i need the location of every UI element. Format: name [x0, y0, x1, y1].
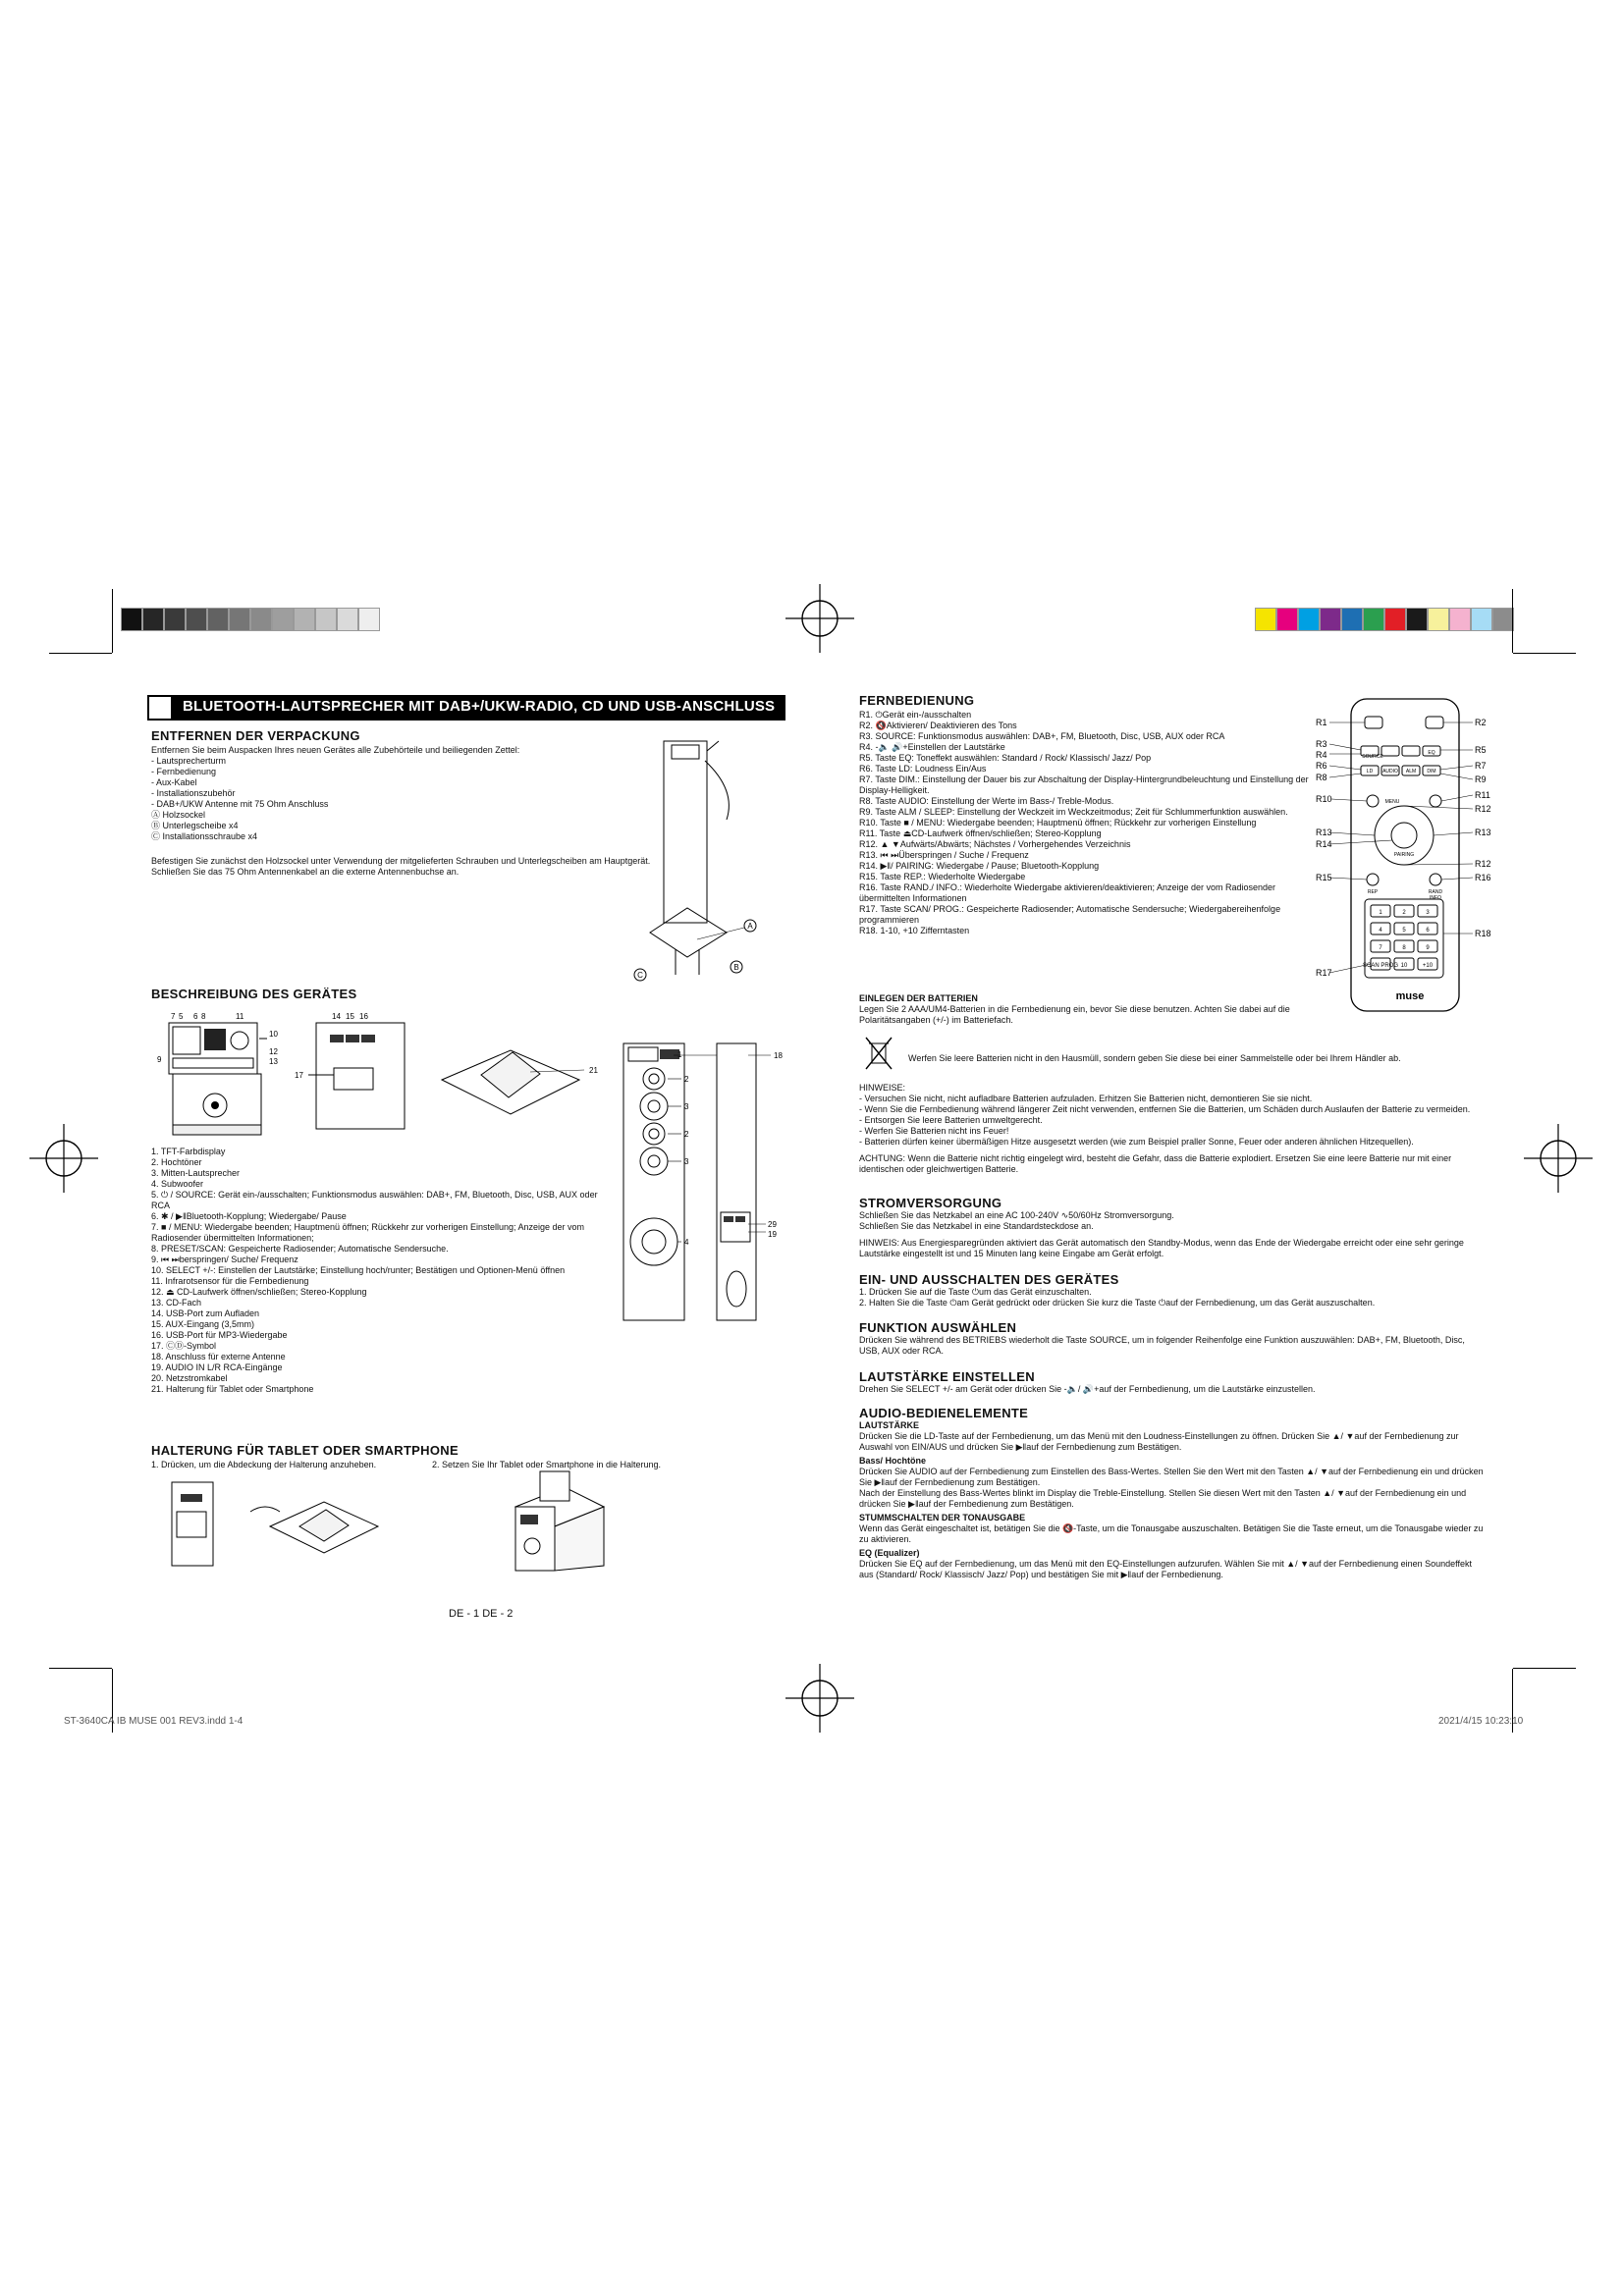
description-item-6: 7. ■ / MENU: Wiedergabe beenden; Hauptmenü öffnen; Rückkehr zur vorherigen Einstellung; Anzeige der vom Radiosender übermittelten Informationen; [151, 1222, 585, 1243]
key-7: 7 [1379, 945, 1382, 951]
hint-item-1: - Wenn Sie die Fernbedienung während längerer Zeit nicht verwenden, entfernen Sie die Batterien, um Schäden durch Auslaufen der Batterie zu vermeiden. [859, 1104, 1471, 1114]
color-swatch-4 [1341, 608, 1363, 631]
remote-label-right-3: R9 [1475, 774, 1487, 784]
btn-ld: LD [1366, 769, 1374, 774]
key-1: 1 [1379, 910, 1382, 916]
description-item-11: 12. ⏏ CD-Laufwerk öffnen/schließen; Stereo-Kopplung [151, 1287, 367, 1297]
description-item-3: 4. Subwoofer [151, 1179, 204, 1189]
unpack-item-7: Ⓒ Installationsschraube x4 [151, 831, 258, 841]
remote-item-8: R9. Taste ALM / SLEEP: Einstellung der Weckzeit im Weckzeitmodus; Zeit für Schlummerfunktion auswählen. [859, 807, 1288, 817]
remote-item-11: R12. ▲ ▼Aufwärts/Abwärts; Nächstes / Vorhergehendes Verzeichnis [859, 839, 1131, 849]
btn-menu: MENU [1384, 799, 1400, 805]
remote-label-left-9: R17 [1316, 968, 1332, 978]
remote-label-left-3: R6 [1316, 761, 1327, 771]
audio-sub-eq: EQ (Equalizer) [859, 1548, 920, 1558]
key-scan-prog: SCAN PROG [1362, 963, 1399, 969]
key-5: 5 [1402, 928, 1406, 934]
callout-10: 10 [269, 1030, 278, 1039]
gray-swatch-5 [229, 608, 250, 631]
remote-item-13: R14. ▶‖/ PAIRING: Wiedergabe / Pause; Bluetooth-Kopplung [859, 861, 1100, 871]
grayscale-calibration-bar [121, 608, 380, 631]
remote-list [859, 710, 1311, 936]
page-title: BLUETOOTH-LAUTSPRECHER MIT DAB+/UKW-RADIO, CD UND USB-ANSCHLUSS [183, 698, 776, 715]
description-heading: BESCHREIBUNG DES GERÄTES [151, 987, 357, 1001]
callout-tower-2a: 2 [684, 1075, 689, 1084]
remote-item-14: R15. Taste REP.: Wiederholte Wiedergabe [859, 872, 1026, 881]
unpack-intro: Entfernen Sie beim Auspacken Ihres neuen Gerätes alle Zubehörteile und beiliegenden Zettel: [151, 745, 520, 755]
disposal-text: Werfen Sie leere Batterien nicht in den Hausmüll, sondern geben Sie diese bei einer Sammelstelle oder bei Ihrem Händler ab. [908, 1053, 1401, 1063]
callout-base-b: B [733, 963, 739, 972]
description-item-10: 11. Infrarotsensor für die Fernbedienung [151, 1276, 309, 1286]
color-swatch-3 [1320, 608, 1341, 631]
color-swatch-9 [1449, 608, 1471, 631]
audio-text-eq: Drücken Sie EQ auf der Fernbedienung, um das Menü mit den EQ-Einstellungen aufzurufen. Wählen Sie mit ▲/ ▼auf der Fernbedienung einen Soundeffekt aus (Standard/ Rock/ Klassisch/ Jazz/ Pop) und bestätigen Sie mit ▶‖auf der Fernbedienung. [859, 1559, 1473, 1579]
remote-label-left-7: R14 [1316, 839, 1332, 849]
remote-item-2: R3. SOURCE: Funktionsmodus auswählen: DAB+, FM, Bluetooth, Disc, USB, AUX oder RCA [859, 731, 1225, 741]
description-item-12: 13. CD-Fach [151, 1298, 202, 1308]
remote-label-right-8: R16 [1475, 873, 1491, 882]
callout-5: 5 [179, 1012, 184, 1021]
remote-control-figure [1316, 693, 1492, 1027]
color-swatch-2 [1298, 608, 1320, 631]
unpack-item-6: Ⓑ Unterlegscheibe x4 [151, 821, 239, 830]
description-item-1: 2. Hochtöner [151, 1157, 202, 1167]
key-9: 9 [1426, 945, 1430, 951]
key-6: 6 [1426, 928, 1430, 934]
hints-list [859, 1094, 1488, 1148]
color-swatch-0 [1255, 608, 1276, 631]
unpack-list [151, 756, 642, 842]
callout-17: 17 [295, 1071, 303, 1080]
callout-base-a: A [747, 922, 753, 931]
btn-rand: RAND [1428, 889, 1443, 895]
remote-label-right-1: R5 [1475, 745, 1487, 755]
audio-text-treble: Nach der Einstellung des Bass-Wertes blinkt im Display die Treble-Einstellung. Stellen Sie diesen Wert mit den Tasten ▲/ ▼auf der Fernbedienung ein und drücken Sie ▶‖auf der Fernbedienung zum Bestätigen. [859, 1488, 1467, 1509]
hint-item-2: - Entsorgen Sie leere Batterien umweltgerecht. [859, 1115, 1043, 1125]
hint-item-3: - Werfen Sie Batterien nicht ins Feuer! [859, 1126, 1009, 1136]
gray-swatch-0 [121, 608, 142, 631]
print-footer-left: ST-3640CA IB MUSE 001 REV3.indd 1-4 [64, 1716, 244, 1727]
remote-label-right-6: R13 [1475, 828, 1491, 837]
btn-info: INFO [1430, 895, 1441, 901]
holder-figure-1 [167, 1472, 393, 1571]
remote-label-left-8: R15 [1316, 873, 1332, 882]
remote-item-17: R18. 1-10, +10 Zifferntasten [859, 926, 970, 935]
remote-item-5: R6. Taste LD: Loudness Ein/Aus [859, 764, 987, 774]
description-list [151, 1147, 603, 1395]
unpack-item-5: Ⓐ Holzsockel [151, 810, 206, 820]
color-swatch-8 [1428, 608, 1449, 631]
description-item-16: 17. ⒸⒹ-Symbol [151, 1341, 217, 1351]
color-swatch-11 [1492, 608, 1514, 631]
btn-pairing: PAIRING [1393, 852, 1415, 858]
audio-heading: AUDIO-BEDIENELEMENTE [859, 1406, 1029, 1420]
holder-step-2: 2. Setzen Sie Ihr Tablet oder Smartphone in die Halterung. [432, 1460, 661, 1469]
remote-item-15: R16. Taste RAND./ INFO.: Wiederholte Wiedergabe aktivieren/deaktivieren; Anzeige der vom Radiosender übermittelten Informationen [859, 882, 1276, 903]
registration-mark-top-center [785, 584, 854, 653]
callout-16: 16 [359, 1012, 368, 1021]
remote-label-left-1: R3 [1316, 739, 1327, 749]
remote-item-9: R10. Taste ■ / MENU: Wiedergabe beenden; Hauptmenü öffnen; Rückkehr zur vorherigen Einstellung [859, 818, 1257, 828]
holder-section [151, 1443, 780, 1469]
audio-sub-mute: STUMMSCHALTEN DER TONAUSGABE [859, 1513, 1026, 1522]
description-item-14: 15. AUX-Eingang (3,5mm) [151, 1319, 255, 1329]
description-item-17: 18. Anschluss für externe Antenne [151, 1352, 286, 1362]
color-swatch-5 [1363, 608, 1384, 631]
power-line-1: Schließen Sie das Netzkabel an eine AC 100-240V ∿50/60Hz Stromversorgung. [859, 1210, 1174, 1220]
registration-mark-left [29, 1124, 98, 1193]
batteries-section [859, 993, 1311, 1026]
hints-section [859, 1083, 1488, 1175]
description-item-8: 9. ⏮ ⏭berspringen/ Suche/ Frequenz [151, 1255, 298, 1264]
remote-item-4: R5. Taste EQ: Toneffekt auswählen: Standard / Rock/ Klassisch/ Jazz/ Pop [859, 753, 1152, 763]
print-footer-right: 2021/4/15 10:23:10 [1438, 1716, 1524, 1727]
unpack-item-1: - Fernbedienung [151, 767, 217, 776]
remote-item-0: R1. ⏻Gerät ein-/ausschalten [859, 710, 972, 720]
callout-tower-2b: 2 [684, 1130, 689, 1139]
holder-heading: HALTERUNG FÜR TABLET ODER SMARTPHONE [151, 1443, 459, 1458]
remote-label-right-0: R2 [1475, 718, 1487, 727]
onoff-line-1: 1. Drücken Sie auf die Taste ⏻um das Gerät einzuschalten. [859, 1287, 1092, 1297]
gray-swatch-8 [294, 608, 315, 631]
remote-item-10: R11. Taste ⏏CD-Laufwerk öffnen/schließen; Stereo-Kopplung [859, 828, 1102, 838]
installation-figure [628, 731, 776, 987]
page-number: DE - 1 DE - 2 [449, 1608, 514, 1620]
callout-tower-3b: 3 [684, 1157, 689, 1166]
unpack-item-4: - DAB+/UKW Antenne mit 75 Ohm Anschluss [151, 799, 329, 809]
onoff-section [859, 1272, 1488, 1308]
volume-text: Drehen Sie SELECT +/- am Gerät oder drücken Sie -🔈/ 🔊+auf der Fernbedienung, um die Lautstärke einzustellen. [859, 1384, 1316, 1394]
audio-text-bass: Drücken Sie AUDIO auf der Fernbedienung zum Einstellen des Bass-Wertes. Stellen Sie den Wert mit den Tasten ▲/ ▼auf der Fernbedienung ein und drücken Sie ▶‖auf der Fernbedienung zum Bestätigen. [859, 1467, 1484, 1487]
audio-text-loudness: Drücken Sie die LD-Taste auf der Fernbedienung, um das Menü mit den Loudness-Einstellungen zu öffnen. Drücken Sie ▲/ ▼auf der Fernbedienung zur Auswahl von EIN/AUS und drücken Sie ▶‖auf der Fernbedienung zum Bestätigen. [859, 1431, 1459, 1452]
gray-swatch-2 [164, 608, 186, 631]
btn-eq: EQ [1428, 750, 1435, 756]
gray-swatch-1 [142, 608, 164, 631]
holder-figure-2 [511, 1468, 609, 1575]
callout-tower-19: 19 [768, 1230, 777, 1239]
callout-12: 12 [269, 1047, 278, 1056]
function-heading: FUNKTION AUSWÄHLEN [859, 1320, 1017, 1335]
audio-sub-loudness: LAUTSTÄRKE [859, 1420, 919, 1430]
callout-7: 7 [171, 1012, 176, 1021]
color-swatch-1 [1276, 608, 1298, 631]
hints-heading: HINWEISE: [859, 1083, 906, 1093]
weee-bin-icon [864, 1036, 893, 1073]
remote-label-right-2: R7 [1475, 761, 1487, 771]
callout-8: 8 [201, 1012, 206, 1021]
description-item-0: 1. TFT-Farbdisplay [151, 1147, 226, 1156]
onoff-line-2: 2. Halten Sie die Taste ⏻am Gerät gedrückt oder drücken Sie kurz die Taste ⏻auf der Fernbedienung, um das Gerät auszuschalten. [859, 1298, 1376, 1308]
remote-heading: FERNBEDIENUNG [859, 693, 975, 708]
gray-swatch-7 [272, 608, 294, 631]
remote-item-7: R8. Taste AUDIO: Einstellung der Werte im Bass-/ Treble-Modus. [859, 796, 1114, 806]
audio-sub-bass: Bass/ Hochtöne [859, 1456, 927, 1466]
color-swatch-10 [1471, 608, 1492, 631]
remote-label-left-5: R10 [1316, 794, 1332, 804]
unpack-item-3: - Installationszubehör [151, 788, 236, 798]
tower-speaker-figure [619, 1036, 800, 1330]
description-item-5: 6. ✱ / ▶‖Bluetooth-Kopplung; Wiedergabe/ Pause [151, 1211, 347, 1221]
remote-brand-logo: muse [1395, 990, 1425, 1002]
description-item-7: 8. PRESET/SCAN: Gespeicherte Radiosender; Automatische Sendersuche. [151, 1244, 449, 1254]
remote-item-6: R7. Taste DIM.: Einstellung der Dauer bis zur Abschaltung der Display-Hintergrundbeleuchtung und Einstellung der Display-Helligkeit. [859, 774, 1309, 795]
phone-stand-figure [432, 1021, 609, 1129]
holder-step-1: 1. Drücken, um die Abdeckung der Halterung anzuheben. [151, 1460, 377, 1469]
gray-swatch-10 [337, 608, 358, 631]
remote-item-16: R17. Taste SCAN/ PROG.: Gespeicherte Radiosender; Automatische Sendersuche; Wiedergabereihenfolge programmieren [859, 904, 1281, 925]
remote-label-left-0: R1 [1316, 718, 1327, 727]
description-heading-wrap [151, 987, 356, 1001]
remote-label-left-2: R4 [1316, 750, 1327, 760]
btn-alm: ALM [1405, 769, 1417, 774]
power-heading: STROMVERSORGUNG [859, 1196, 1002, 1210]
btn-rep: REP [1367, 889, 1379, 895]
batteries-heading: EINLEGEN DER BATTERIEN [859, 993, 978, 1003]
unpack-item-0: - Lautsprecherturm [151, 756, 227, 766]
crop-mark [1513, 1668, 1576, 1669]
remote-section [859, 693, 1311, 936]
description-item-9: 10. SELECT +/-: Einstellen der Lautstärke; Einstellung hoch/runter; Bestätigen und Optionen-Menü öffnen [151, 1265, 566, 1275]
hint-item-0: - Versuchen Sie nicht, nicht aufladbare Batterien aufzuladen. Erhitzen Sie Batterien nicht, demontieren Sie sie nicht. [859, 1094, 1313, 1103]
remote-item-3: R4. -🔈 🔊+Einstellen der Lautstärke [859, 742, 1005, 752]
callout-tower-4: 4 [684, 1238, 689, 1247]
onoff-heading: EIN- UND AUSSCHALTEN DES GERÄTES [859, 1272, 1119, 1287]
function-text: Drücken Sie während des BETRIEBS wiederholt die Taste SOURCE, um in folgender Reihenfolge eine Funktion auszuwählen: DAB+, FM, Bluetooth, Disc, USB, AUX oder RCA. [859, 1335, 1465, 1356]
btn-source: SOURCE [1362, 754, 1383, 760]
key-8: 8 [1402, 945, 1406, 951]
callout-21: 21 [589, 1066, 598, 1075]
power-line-2: Schließen Sie das Netzkabel in eine Standardsteckdose an. [859, 1221, 1094, 1231]
color-swatch-7 [1406, 608, 1428, 631]
color-swatch-6 [1384, 608, 1406, 631]
callout-11: 11 [236, 1012, 244, 1021]
callout-14: 14 [332, 1012, 341, 1021]
callout-base-c: C [637, 971, 643, 980]
hints-warning: ACHTUNG: Wenn die Batterie nicht richtig eingelegt wird, besteht die Gefahr, dass die Batterie explodiert. Ersetzen Sie eine leere Batterie nur mit einer identischen oder gleichwertigen Batterie. [859, 1153, 1452, 1174]
remote-item-1: R2. 🔇Aktivieren/ Deaktivieren des Tons [859, 721, 1017, 730]
callout-13: 13 [269, 1057, 278, 1066]
crop-mark [1512, 589, 1513, 653]
description-item-18: 19. AUDIO IN L/R RCA-Eingänge [151, 1362, 283, 1372]
gray-swatch-3 [186, 608, 207, 631]
crop-mark [49, 653, 112, 654]
remote-item-12: R13. ⏮ ⏭Überspringen / Suche / Frequenz [859, 850, 1029, 860]
unpack-item-2: - Aux-Kabel [151, 777, 197, 787]
callout-tower-18: 18 [774, 1051, 783, 1060]
unpack-section [151, 728, 651, 878]
gray-swatch-11 [358, 608, 380, 631]
crop-mark [112, 589, 113, 653]
btn-dim: DIM [1427, 769, 1436, 774]
remote-label-right-7: R12 [1475, 859, 1491, 869]
description-item-19: 20. Netzstromkabel [151, 1373, 228, 1383]
callout-tower-29: 29 [768, 1220, 777, 1229]
remote-label-right-5: R12 [1475, 804, 1491, 814]
callout-15: 15 [346, 1012, 354, 1021]
back-panel-figure [295, 1009, 412, 1142]
description-item-15: 16. USB-Port für MP3-Wiedergabe [151, 1330, 288, 1340]
description-item-13: 14. USB-Port zum Aufladen [151, 1308, 260, 1318]
function-section [859, 1320, 1488, 1357]
unpack-note: Befestigen Sie zunächst den Holzsockel unter Verwendung der mitgelieferten Schrauben und Unterlegscheiben am Hauptgerät. Schließen Sie das 75 Ohm Antennenkabel an die externe Antennenbuchse an. [151, 856, 651, 877]
batteries-text: Legen Sie 2 AAA/UM4-Batterien in die Fernbedienung ein, bevor Sie diese benutzen. Achten Sie dabei auf die Polaritätsangaben (+/-) im Batteriefach. [859, 1004, 1290, 1025]
description-item-2: 3. Mitten-Lautsprecher [151, 1168, 241, 1178]
audio-section [859, 1406, 1488, 1580]
power-note: HINWEIS: Aus Energiesparegründen aktiviert das Gerät automatisch den Standby-Modus, wenn das Ende der Wiedergabe erreicht oder eine sehr geringe Lautstärke eingestellt ist und 15 Minuten lang keine Eingabe am Gerät erfolgt. [859, 1238, 1464, 1258]
volume-heading: LAUTSTÄRKE EINSTELLEN [859, 1369, 1035, 1384]
key-plus10: +10 [1422, 963, 1434, 969]
description-item-4: 5. ⏻ / SOURCE: Gerät ein-/ausschalten; Funktionsmodus auswählen: DAB+, FM, Bluetooth, Disc, USB, AUX oder RCA [151, 1190, 598, 1210]
key-2: 2 [1402, 910, 1406, 916]
hint-item-4: - Batterien dürfen keiner übermäßigen Hitze ausgesetzt werden (wie zum Beispiel praller Sonne, Feuer oder anderen ähnlichen Hitzequellen). [859, 1137, 1414, 1147]
callout-9: 9 [157, 1055, 162, 1064]
remote-label-left-6: R13 [1316, 828, 1332, 837]
btn-audio: AUDIO [1382, 769, 1398, 774]
gray-swatch-4 [207, 608, 229, 631]
color-calibration-bar [1255, 608, 1514, 631]
key-3: 3 [1426, 910, 1430, 916]
gray-swatch-6 [250, 608, 272, 631]
unpack-heading: ENTFERNEN DER VERPACKUNG [151, 728, 360, 743]
description-item-20: 21. Halterung für Tablet oder Smartphone [151, 1384, 314, 1394]
remote-label-left-4: R8 [1316, 773, 1327, 782]
remote-label-right-9: R18 [1475, 929, 1491, 938]
remote-label-right-4: R11 [1475, 790, 1490, 800]
callout-tower-3a: 3 [684, 1102, 689, 1111]
key-4: 4 [1379, 928, 1382, 934]
crop-mark [1513, 653, 1576, 654]
callout-tower-1: 1 [677, 1050, 682, 1059]
registration-mark-bottom-center [785, 1664, 854, 1733]
crop-mark [49, 1668, 112, 1669]
power-section [859, 1196, 1488, 1259]
key-10: 10 [1400, 963, 1408, 969]
gray-swatch-9 [315, 608, 337, 631]
volume-section [859, 1369, 1488, 1395]
audio-text-mute: Wenn das Gerät eingeschaltet ist, betätigen Sie die 🔇-Taste, um die Tonausgabe auszuschalten. Betätigen Sie die Taste erneut, um die Tonausgabe wieder zu zu aktivieren. [859, 1523, 1484, 1544]
callout-6: 6 [193, 1012, 198, 1021]
registration-mark-right [1524, 1124, 1593, 1193]
